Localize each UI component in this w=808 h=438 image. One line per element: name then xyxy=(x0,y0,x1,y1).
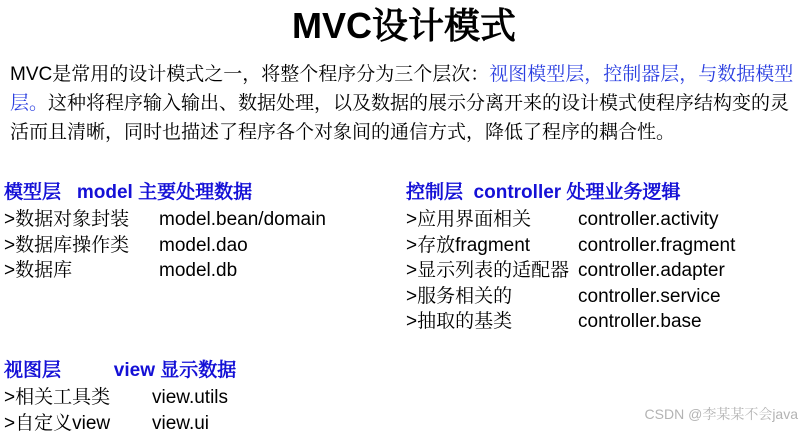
item-package: controller.activity xyxy=(578,209,719,230)
controller-layer-heading: 控制层 controller 处理业务逻辑 xyxy=(406,182,681,203)
list-item xyxy=(4,385,236,411)
item-label: >应用界面相关 xyxy=(406,209,532,230)
item-label: >数据对象封装 xyxy=(4,209,130,230)
item-label: >自定义view xyxy=(4,412,111,434)
intro-highlight: 视图模型层，控制器层，与数据模型层。 xyxy=(10,64,794,114)
list-item xyxy=(4,233,326,259)
item-package: view.utils xyxy=(152,387,229,408)
view-layer-heading: 视图层 view 显示数据 xyxy=(4,360,237,381)
list-item xyxy=(4,411,236,437)
controller-layer-section xyxy=(406,181,735,335)
page-title: MVC设计模式 xyxy=(292,5,516,46)
list-item xyxy=(406,309,735,335)
model-layer-section xyxy=(4,181,326,284)
item-package: controller.adapter xyxy=(578,260,725,281)
item-package: controller.base xyxy=(578,311,702,332)
item-package: model.bean/domain xyxy=(159,209,326,230)
item-package: view.ui xyxy=(152,412,210,434)
list-item xyxy=(406,258,735,284)
item-package: model.db xyxy=(159,260,238,281)
item-package: controller.fragment xyxy=(578,234,736,256)
item-label: >数据库 xyxy=(4,260,73,281)
list-item xyxy=(406,284,735,310)
list-item xyxy=(4,207,326,233)
item-label: >抽取的基类 xyxy=(406,311,513,332)
item-package: controller.service xyxy=(578,285,721,307)
item-label: >相关工具类 xyxy=(4,387,111,408)
list-item xyxy=(4,258,326,284)
item-label: >显示列表的适配器 xyxy=(406,260,570,281)
item-package: model.dao xyxy=(159,234,248,256)
list-item xyxy=(406,207,735,233)
item-label: >服务相关的 xyxy=(406,285,513,307)
csdn-watermark: CSDN @李某某不会java xyxy=(644,406,798,422)
list-item xyxy=(406,233,735,259)
intro-text-1: MVC是常用的设计模式之一，将整个程序分为三个层次： xyxy=(10,64,490,85)
model-layer-heading: 模型层 model 主要处理数据 xyxy=(4,182,253,203)
item-label: >数据库操作类 xyxy=(4,234,130,256)
intro-text-2: 这种将程序输入输出、数据处理，以及数据的展示分离开来的设计模式使程序结构变的灵活而且清晰，同时也描述了程序各个对象间的通信方式，降低了程序的耦合性。 xyxy=(10,93,790,143)
intro-paragraph xyxy=(10,60,802,147)
item-label: >存放fragment xyxy=(406,234,531,256)
view-layer-section xyxy=(4,359,236,436)
